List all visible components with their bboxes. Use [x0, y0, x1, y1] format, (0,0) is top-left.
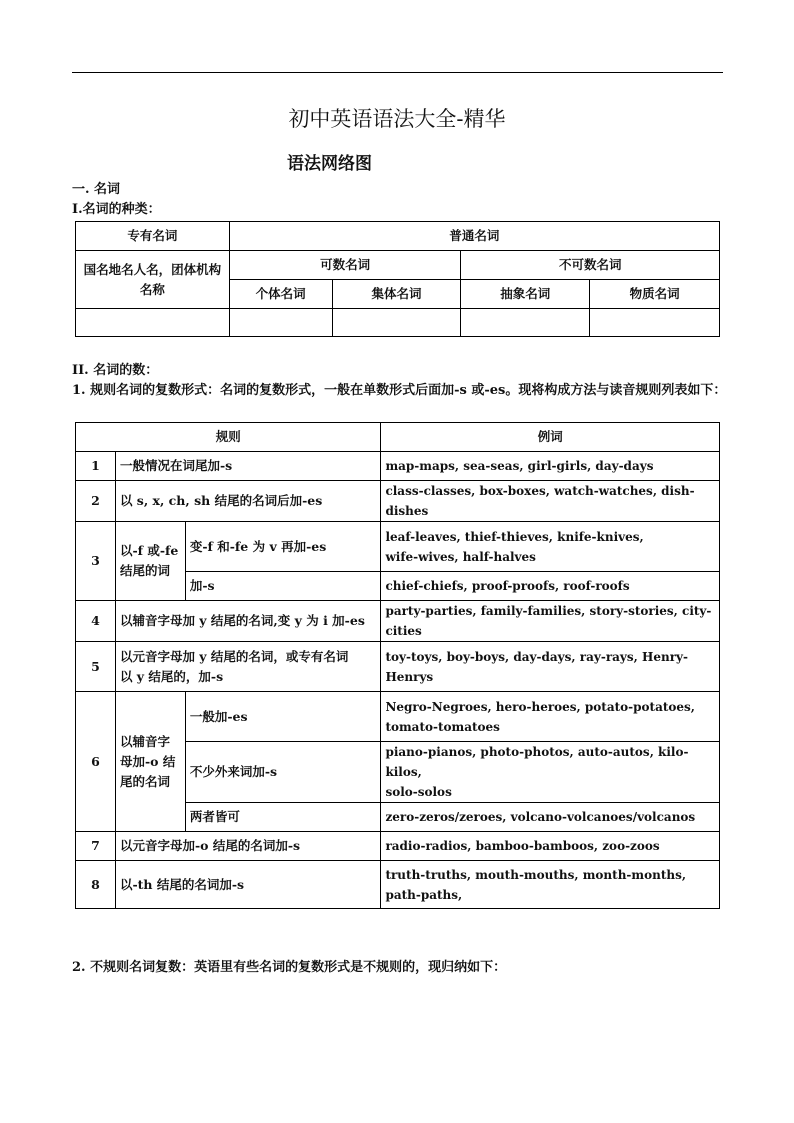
irregular-plural-intro: 2. 不规则名词复数：英语里有些名词的复数形式是不规则的，现归纳如下： — [72, 960, 507, 975]
cell-countable: 可数名词 — [229, 251, 461, 280]
rule-text: 一般情况在词尾加-s — [115, 452, 381, 481]
sub-rule-text: 加-s — [185, 572, 381, 601]
example-line: wife-wives, half-halves — [385, 549, 536, 564]
sub-rule-text: 一般加-es — [185, 692, 381, 742]
cell-empty — [461, 309, 590, 337]
row-number: 5 — [76, 642, 116, 692]
rule-text: 以-th 结尾的名词加-s — [115, 861, 381, 909]
example-text — [381, 692, 720, 742]
noun-types-table — [75, 221, 720, 337]
section-sub-noun-types: I.名词的种类： — [72, 202, 161, 217]
rule-text — [115, 642, 381, 692]
regular-plural-intro: 1. 规则名词的复数形式：名词的复数形式，一般在单数形式后面加-s 或-es。现将构成方法与读音规则列表如下： — [72, 383, 727, 398]
cell-empty — [332, 309, 461, 337]
example-text: toy-toys, boy-boys, day-days, ray-rays, Henry-Henrys — [381, 642, 720, 692]
rule-text: 以元音字母加-o 结尾的名词加-s — [115, 832, 381, 861]
example-line: solo-solos — [385, 785, 452, 799]
example-line: Negro-Negroes, hero-heroes, potato-potatoes, — [385, 699, 695, 714]
row-number: 7 — [76, 832, 116, 861]
header-rule — [72, 72, 723, 73]
cell-uncountable: 不可数名词 — [461, 251, 720, 280]
section-heading-number: II. 名词的数： — [72, 363, 159, 378]
cell-proper-noun: 专有名词 — [76, 222, 230, 251]
cell-proper-desc: 国名地名人名，团体机构名称 — [76, 251, 230, 309]
rule-text: 以辅音字母加 y 结尾的名词,变 y 为 i 加-es — [115, 601, 381, 642]
example-text — [381, 861, 720, 909]
page-subtitle: 语法网络图 — [287, 154, 372, 174]
example-line: tomato-tomatoes — [385, 719, 500, 734]
row-number: 2 — [76, 481, 116, 522]
cell-empty — [76, 309, 230, 337]
example-text: party-parties, family-families, story-stories, city-cities — [381, 601, 720, 642]
cell-empty — [590, 309, 720, 337]
rule-text: 以-f 或-fe 结尾的词 — [115, 522, 185, 601]
rule-text: 以 s, x, ch, sh 结尾的名词后加-es — [115, 481, 381, 522]
example-text: radio-radios, bamboo-bamboos, zoo-zoos — [381, 832, 720, 861]
rule-text: 以辅音字母加-o 结尾的名词 — [115, 692, 185, 832]
section-heading-noun: 一. 名词 — [72, 182, 121, 197]
sub-rule-text: 两者皆可 — [185, 803, 381, 832]
example-text: class-classes, box-boxes, watch-watches, dish-dishes — [381, 481, 720, 522]
cell-collective: 集体名词 — [332, 280, 461, 309]
row-number: 3 — [76, 522, 116, 601]
row-number: 4 — [76, 601, 116, 642]
example-text: zero-zeros/zeroes, volcano-volcanoes/volcanos — [381, 803, 720, 832]
example-text: chief-chiefs, proof-proofs, roof-roofs — [381, 572, 720, 601]
cell-empty — [229, 309, 332, 337]
cell-material: 物质名词 — [590, 280, 720, 309]
sub-rule-text: 变-f 和-fe 为 v 再加-es — [185, 522, 381, 572]
rule-line: 以元音字母加 y 结尾的名词，或专有名词 — [119, 648, 349, 664]
rule-line: 以 y 结尾的，加-s — [119, 668, 224, 684]
example-line: truth-truths, mouth-mouths, month-months, — [385, 867, 687, 882]
sub-rule-text: 不少外来词加-s — [185, 742, 381, 803]
row-number: 6 — [76, 692, 116, 832]
cell-common-noun: 普通名词 — [229, 222, 719, 251]
example-line: leaf-leaves, thief-thieves, knife-knives, — [385, 529, 644, 544]
row-number: 1 — [76, 452, 116, 481]
example-line: path-paths, — [385, 887, 463, 902]
example-line: piano-pianos, photo-photos, auto-autos, kilo-kilos, — [385, 745, 689, 779]
example-text — [381, 742, 720, 803]
row-number: 8 — [76, 861, 116, 909]
cell-individual: 个体名词 — [229, 280, 332, 309]
header-rule-col: 规则 — [76, 423, 381, 452]
regular-plural-table — [75, 422, 720, 909]
cell-abstract: 抽象名词 — [461, 280, 590, 309]
example-text: map-maps, sea-seas, girl-girls, day-days — [381, 452, 720, 481]
header-example-col: 例词 — [381, 423, 720, 452]
example-text — [381, 522, 720, 572]
page-title: 初中英语语法大全-精华 — [288, 107, 506, 131]
